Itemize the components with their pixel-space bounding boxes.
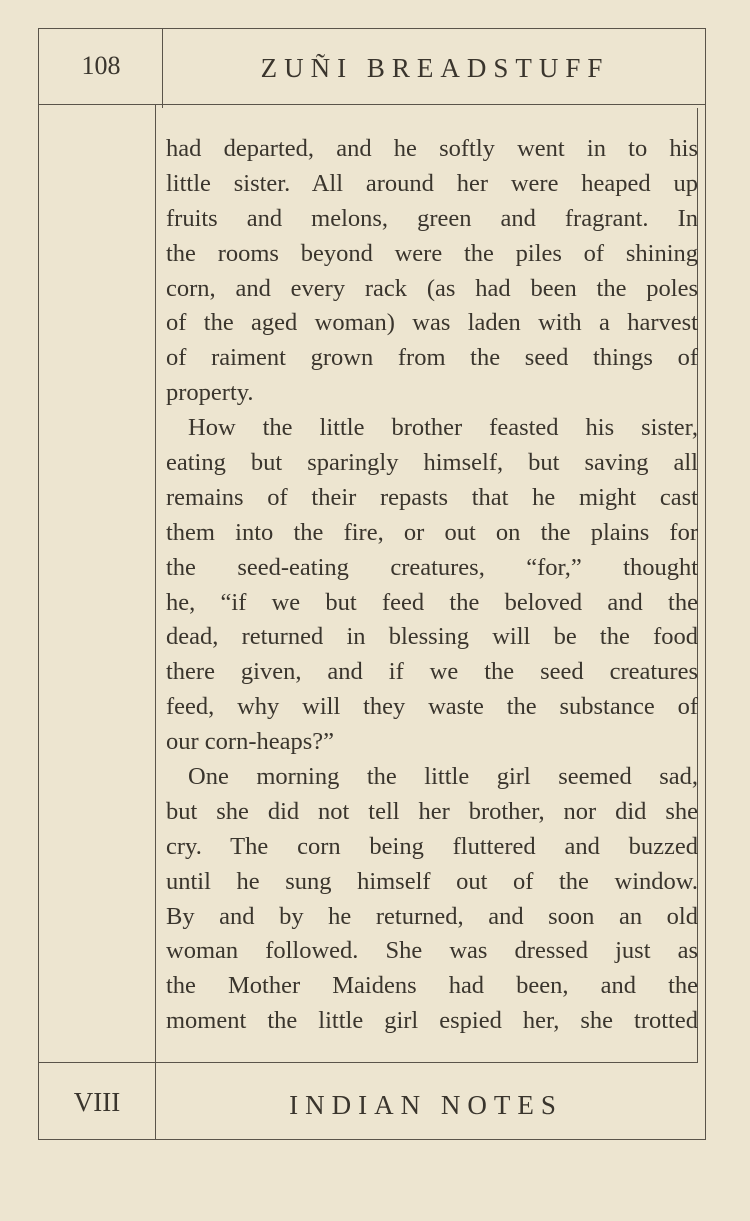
- text-line: dead, returned in blessing will be the food: [166, 623, 698, 651]
- running-title: ZUÑI BREADSTUFF: [260, 52, 610, 83]
- series-title: INDIAN NOTES: [289, 1089, 563, 1120]
- text-line: eating but sparingly himself, but saving all: [166, 449, 698, 477]
- text-line: property.: [166, 379, 254, 407]
- body-text: [166, 132, 698, 1039]
- text-line: there given, and if we the seed creatures: [166, 658, 698, 686]
- text-line: woman followed. She was dressed just as: [166, 937, 698, 965]
- text-line: he, “if we but feed the beloved and the: [166, 588, 698, 616]
- text-line: fruits and melons, green and fragrant. In: [166, 204, 698, 232]
- margin-column-divider: [155, 104, 156, 1140]
- text-line: the rooms beyond were the piles of shining: [166, 239, 698, 267]
- text-line: By and by he returned, and soon an old: [166, 902, 698, 930]
- text-line: moment the little girl espied her, she trotted: [166, 1007, 698, 1035]
- text-line: the seed-eating creatures, “for,” thought: [166, 553, 698, 581]
- text-line: cry. The corn being fluttered and buzzed: [166, 832, 698, 860]
- text-line: the Mother Maidens had been, and the: [166, 972, 698, 1000]
- text-line: until he sung himself out of the window.: [166, 867, 698, 895]
- text-line: remains of their repasts that he might cast: [166, 483, 698, 511]
- text-line: our corn-heaps?”: [166, 728, 335, 756]
- text-line: corn, and every rack (as had been the poles: [166, 274, 698, 302]
- text-line: of raiment grown from the seed things of: [166, 344, 698, 372]
- text-line: had departed, and he softly went in to his: [166, 135, 698, 162]
- text-line: but she did not tell her brother, nor did she: [166, 797, 698, 825]
- section-number: VIII: [73, 1086, 121, 1117]
- text-line: One morning the little girl seemed sad,: [188, 763, 698, 791]
- header-column-divider: [162, 28, 163, 108]
- text-line: of the aged woman) was laden with a harvest: [166, 309, 698, 337]
- text-line: them into the fire, or out on the plains for: [166, 518, 698, 546]
- text-line: How the little brother feasted his sister,: [188, 414, 698, 442]
- page-number: 108: [81, 51, 121, 80]
- text-line: feed, why will they waste the substance of: [166, 693, 698, 721]
- footer-divider: [38, 1062, 698, 1063]
- text-line: little sister. All around her were heaped up: [166, 169, 698, 197]
